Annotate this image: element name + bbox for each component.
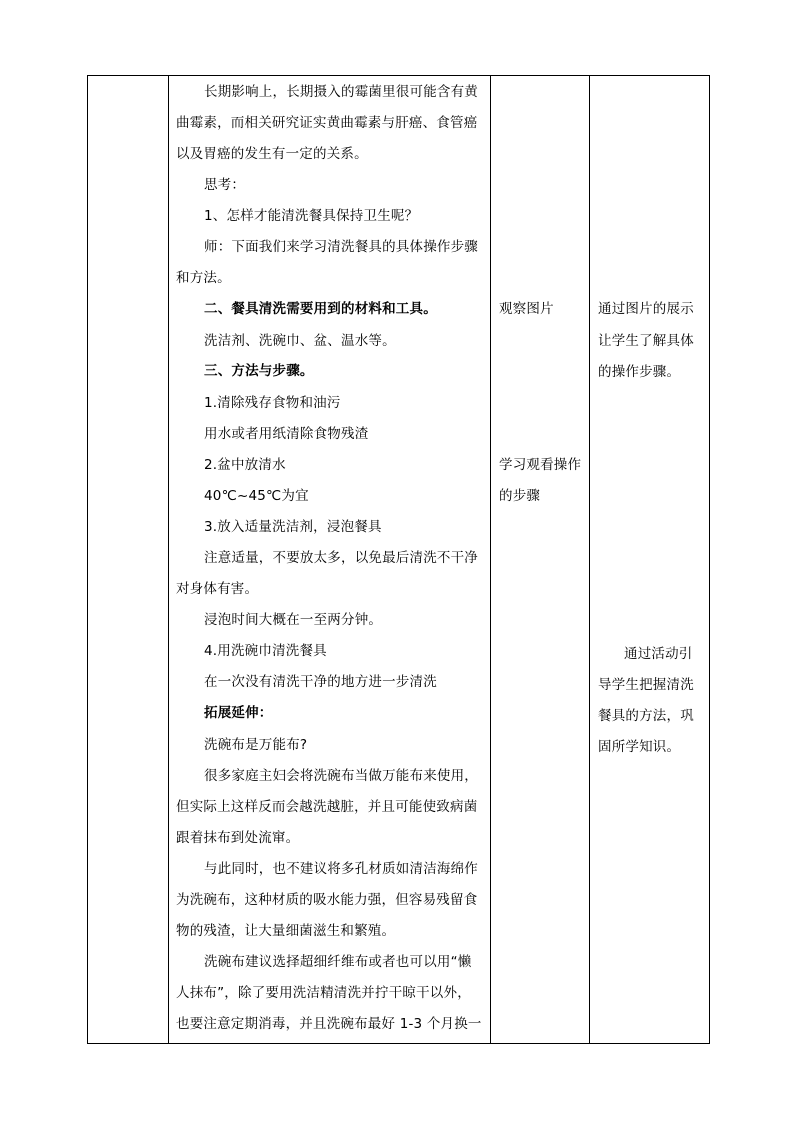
student-activity-line: 学习观看操作 — [499, 457, 582, 473]
content-line: 4.用洗碗巾清洗餐具 — [204, 643, 327, 659]
design-intent-line: 通过图片的展示 — [598, 301, 694, 317]
content-line: 洗洁剂、洗碗巾、盆、温水等。 — [204, 333, 396, 349]
content-line: 在一次没有清洗干净的地方进一步清洗 — [204, 674, 437, 690]
design-intent-line: 通过活动引 — [624, 646, 693, 662]
content-line: 洗碗布建议选择超细纤维布或者也可以用“懒 — [204, 954, 472, 970]
content-line: 注意适量，不要放太多，以免最后清洗不干净 — [204, 550, 478, 566]
student-activity-line: 的步骤 — [499, 488, 541, 504]
content-line: 很多家庭主妇会将洗碗布当做万能布来使用， — [204, 768, 478, 784]
content-line: 40℃~45℃为宜 — [204, 488, 309, 504]
section-heading: 三、方法与步骤。 — [204, 363, 314, 379]
design-intent-line: 固所学知识。 — [598, 739, 681, 755]
design-intent-line: 让学生了解具体 — [598, 333, 694, 349]
student-activity-cell — [491, 76, 590, 1044]
content-line: 思考： — [204, 177, 246, 193]
table-row — [88, 76, 710, 1044]
content-line: 但实际上这样反而会越洗越脏，并且可能使致病菌 — [176, 799, 478, 815]
design-intent-line: 餐具的方法，巩 — [598, 708, 694, 724]
section-heading: 二、餐具清洗需要用到的材料和工具。 — [204, 301, 437, 317]
content-line: 1、怎样才能清洗餐具保持卫生呢？ — [204, 208, 419, 224]
content-line: 浸泡时间大概在一至两分钟。 — [204, 612, 383, 628]
content-line: 与此同时，也不建议将多孔材质如清洁海绵作 — [204, 861, 478, 877]
content-line: 2.盆中放清水 — [204, 457, 286, 473]
content-line: 长期影响上，长期摄入的霉菌里很可能含有黄 — [204, 84, 478, 100]
content-line: 师：下面我们来学习清洗餐具的具体操作步骤 — [204, 239, 478, 255]
student-activity-line: 观察图片 — [499, 301, 554, 317]
content-line: 物的残渣，让大量细菌滋生和繁殖。 — [176, 923, 396, 939]
design-intent-line: 的操作步骤。 — [598, 364, 681, 380]
content-line: 曲霉素，而相关研究证实黄曲霉素与肝癌、食管癌 — [176, 115, 478, 131]
stage-cell — [88, 76, 169, 1044]
content-line: 洗碗布是万能布? — [204, 737, 308, 753]
content-line: 对身体有害。 — [176, 581, 259, 597]
content-line: 以及胃癌的发生有一定的关系。 — [176, 146, 368, 162]
content-line: 和方法。 — [176, 270, 231, 286]
content-line: 人抹布”，除了要用洗洁精清洗并拧干晾干以外， — [176, 985, 471, 1001]
section-heading: 拓展延伸： — [204, 705, 273, 721]
content-line: 也要注意定期消毒，并且洗碗布最好 1-3 个月换一 — [176, 1016, 482, 1032]
teaching-content-cell — [169, 76, 491, 1044]
content-line: 用水或者用纸清除食物残渣 — [204, 426, 369, 442]
design-intent-cell — [590, 76, 710, 1044]
content-line: 跟着抹布到处流窜。 — [176, 830, 300, 846]
lesson-plan-table — [87, 75, 710, 1044]
content-line: 为洗碗布，这种材质的吸水能力强，但容易残留食 — [176, 892, 478, 908]
content-line: 1.清除残存食物和油污 — [204, 395, 341, 411]
design-intent-line: 导学生把握清洗 — [598, 677, 694, 693]
content-line: 3.放入适量洗洁剂，浸泡餐具 — [204, 519, 382, 535]
